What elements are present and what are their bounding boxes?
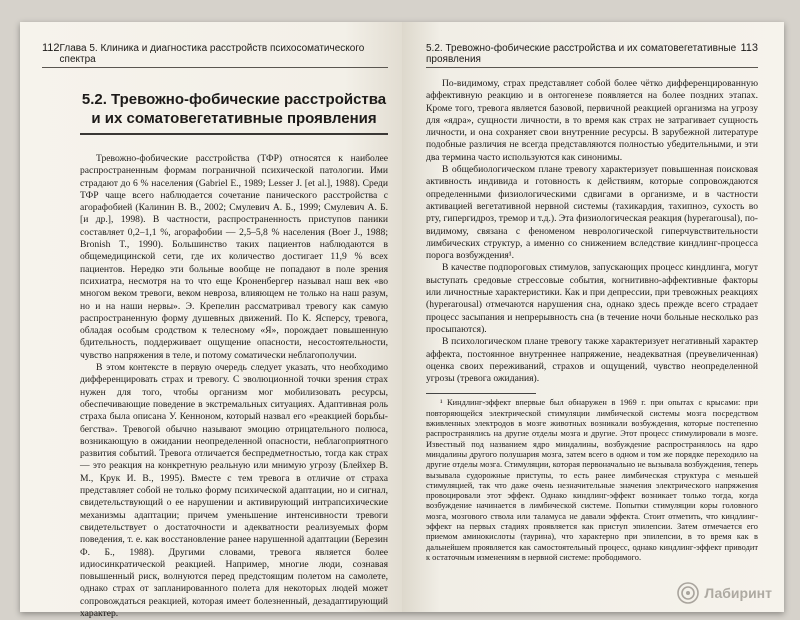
watermark-text: Лабиринт bbox=[704, 585, 772, 601]
paragraph: По-видимому, страх представляет собой более чётко дифференцированную аффективную реакцию и в онтогенезе появляется на более поздних этапах. Кроме того, тревога является базовой, первичной реакцией организма на угрозу для «ядра», сущности личности, в то время как страх не затрагивает сущность личности, и она сохраняет свои внутренние ресурсы. В зарубежной литературе подобные различия не всегда представляются полностью убедительными, и эти два термина часто используются как синонимы. bbox=[426, 78, 758, 163]
right-body bbox=[426, 78, 758, 385]
footnote bbox=[426, 398, 758, 563]
right-page-number: 113 bbox=[740, 42, 758, 54]
watermark bbox=[677, 582, 772, 604]
left-page bbox=[20, 22, 402, 619]
left-body bbox=[80, 153, 388, 620]
paragraph: В качестве подпороговых стимулов, запускающих процесс киндлинга, могут выступать средовые стрессовые события, когнитивно-аффективные факторы или личностные характеристики. Как и при депрессии, при тревожных реакциях (hyperarousal) отмечаются нарушения сна, однако здесь прежде всего страдает процесс засыпания и непрерывность сна (в течение ночи больные несколько раз просыпаются). bbox=[426, 262, 758, 335]
right-running-head-text: 5.2. Тревожно-фобические расстройства и их соматовегетативные проявления bbox=[426, 43, 737, 65]
left-running-head-text: Глава 5. Клиника и диагностика расстройств психосоматического спектра bbox=[59, 43, 365, 65]
book-spread bbox=[20, 22, 784, 619]
paragraph: Тревожно-фобические расстройства (ТФР) относятся к наиболее распространенным формам пограничной психической патологии. Ими страдают до 6 % населения (Gabriel E., 1989; Lesser J. [et al.], 1988). Среди ТФР чаще всего наблюдается сочетание панического расстройства с агорафобией (Калинин В. В., 2002; Смулевич А. Б., 1999; Смулевич А. Б. [и др.], 1998). В частности, распространенность приступов паники составляет 0,2–1,1 %, агорафобии — 2,5–5,8 % населения (Boer J., 1988; Bronish T., 1990). Большинство таких пациентов наблюдаются в общемедицинской сети, где их количество достигает 11,9 % всех пациентов. Нередко эти больные вообще не попадают в поле зрения психиатра, несмотря на то что еще Кроненбергер называл наш век «во многом веком тревоги, веком невроза, влияющем не только на наш разум, но и на наши нервы». Э. Крепелин рассматривал тревогу как самую распространенную форму душевных движений. По К. Ясперсу, тревога, обладая особым сродством к телесному «Я», порождает повышенную бдительность, поддерживает ощущение опасности, несостоятельности, чувство напряжения в теле, и потому соматически неблагополучии. bbox=[80, 153, 388, 361]
paragraph: В психологическом плане тревогу также характеризует негативный характер аффекта, постоянное внутреннее напряжение, неадекватная (преувеличенная) оценка своих переживаний, страхов и ощущений, чувство неопределенной угрозы (тревога ожидания). bbox=[426, 336, 758, 385]
left-running-head bbox=[42, 42, 388, 68]
right-running-head bbox=[426, 42, 758, 68]
paragraph: В этом контексте в первую очередь следует указать, что необходимо дифференцировать страх и тревогу. С эволюционной точки зрения страх нужен для того, чтобы организм мог мобилизовать ресурсы, обеспечивающие поведение в экстремальных ситуациях. Адаптивная роль страха была описана У. Кенноном, который назвал его «реакцией борьбы-бегства». Тревогой обычно называют эмоцию отрицательного полюса, возникающую в ожидании неопределенной опасности, неблагоприятного развития событий. Тревога отличается беспредметностью, тогда как страх — это реакция на конкретную реальную или мнимую угрозу (Блейхер В. М., Крук И. В., 1995). Вместе с тем тревога в отличие от страха представляет собой не только форму психической адаптации, но и сигнал, свидетельствующий о ее нарушении и активирующий интрапсихические механизмы адаптации; причем уменьшение интенсивности тревоги свидетельствует о достаточности и адекватности реализуемых форм поведения, т. е. как восстановление ранее нарушенной адаптации (Березин Ф. Б., 1988). Другими словами, тревога является более идиосинкратической реакцией. Например, многие люди, сознавая повышенный риск, волнуются перед предстоящим полетом на самолете, однако страх от запланированного полета для некоторых людей может сопровождаться реакцией, которая имеет болезненный, дезадаптирующий характер. bbox=[80, 362, 388, 619]
right-page bbox=[402, 22, 784, 612]
footnote-rule bbox=[426, 393, 536, 394]
footnote-text: ¹ Киндлинг-эффект впервые был обнаружен в 1969 г. при опытах с крысами: при повторяющейся электрической стимуляции лимбической системы мозга посредством вживленных электродов в мозге животных возникали возбуждения, которые постепенно распространялись на другие отделы мозга и другие. Этот процесс стимулировали в мозге. Известный под названием ядро миндалины, возбуждение распространялось на ядро миндалины другого полушария мозга, затем всего в одном и том же порядке переходило на другие отделы мозга. Стимуляции, которая первоначально не вызывала возбуждения, теперь вызывала судорожные приступы, то есть ранее лимбическая структура с меньшей стимуляцией, так что даже очень незначительные значения электрического напряжения провоцировали этот эффект. Однако киндлинг-эффект возникает только тогда, когда возбуждение начинается в лимбической системе. Попытки стимуляции коры головного мозга, мозгового ствола или таламуса не давали эффекта. Стоит отметить, что киндлинг-эффект на первых стадиях проявляется как приступ эпилепсии. Затем отмечается его приемом аминокислоты (таурина), что характерно при эпилепсии, в то время как в дальнейшем проявляется как самостоятельный процесс, однако киндлинг-эффект приводит к остаточным изменениям в нервной системе: прободимого. bbox=[426, 398, 758, 562]
section-title: 5.2. Тревожно-фобические расстройства и их соматовегетативные проявления bbox=[80, 86, 388, 135]
labyrinth-logo-icon bbox=[677, 582, 699, 604]
paragraph: В общебиологическом плане тревогу характеризует повышенная поисковая активность индивида и готовность к действиям, которые сопровождаются определенными физиологическими сдвигами в организме, и в частности активацией вегетативной нервной системы (тахикардия, тахипноэ, сухость во рту, гипергидроз, тремор и т.д.). Эта физиологическая реакция (hyperarousal), по-видимому, связана с феноменом неврологической гиперчувствительности лимбических структур, а именно со снижением вследствие киндлинг-процесса порога возбуждения¹. bbox=[426, 164, 758, 262]
left-page-number: 112 bbox=[42, 42, 60, 54]
